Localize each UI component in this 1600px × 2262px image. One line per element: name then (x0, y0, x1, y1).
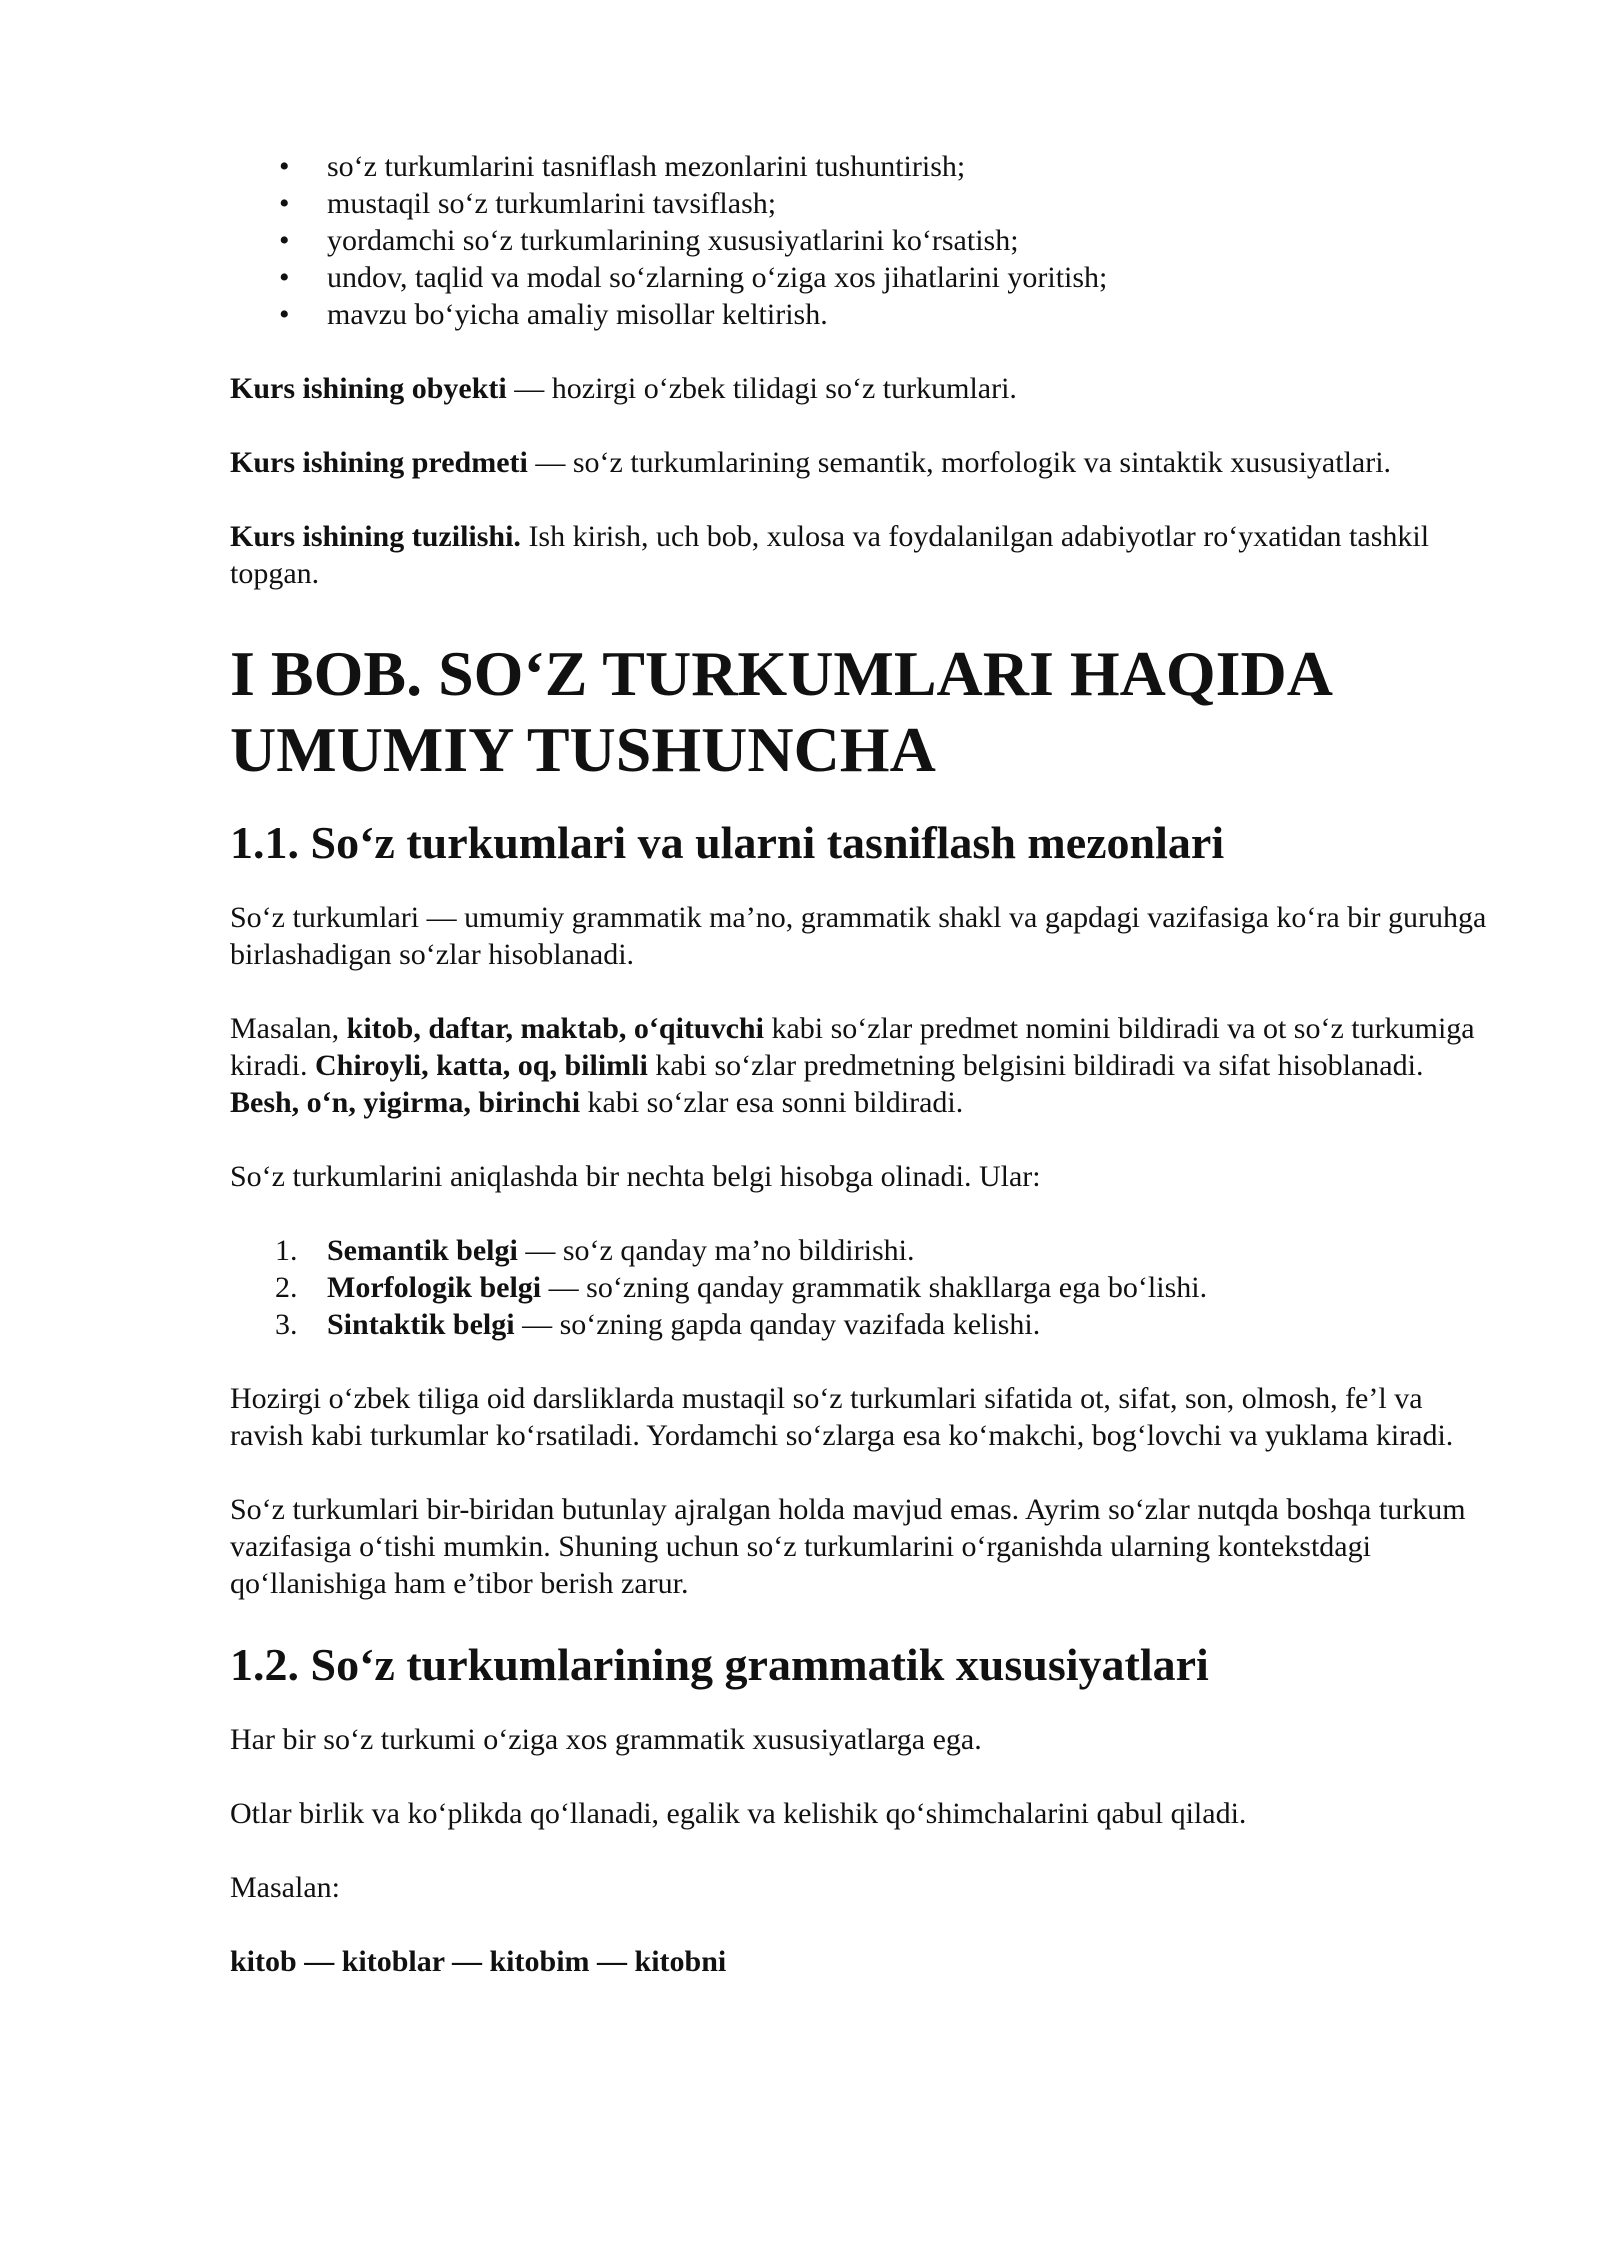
subject-label: Kurs ishining predmeti (230, 446, 528, 479)
text-run: kabi so‘zlar predmetning belgisini bildiradi va sifat hisoblanadi. (647, 1049, 1424, 1082)
structure-paragraph (230, 518, 1490, 592)
goals-list (230, 148, 1490, 333)
signs-list (230, 1232, 1490, 1343)
text-run: kabi so‘zlar predmet nomini bildiradi va ot so‘z turkumiga kiradi. (230, 1012, 1475, 1082)
sign-text: — so‘zning qanday grammatik shakllarga ega bo‘lishi. (541, 1271, 1208, 1304)
object-label: Kurs ishining obyekti (230, 372, 507, 405)
object-text: — hozirgi o‘zbek tilidagi so‘z turkumlari. (506, 372, 1017, 405)
subject-text: — so‘z turkumlarining semantik, morfologik va sintaktik xususiyatlari. (527, 446, 1392, 479)
list-item: • yordamchi so‘z turkumlarining xususiyatlarini ko‘rsatish; (327, 222, 1490, 259)
list-item: • undov, taqlid va modal so‘zlarning o‘ziga xos jihatlarini yoritish; (327, 259, 1490, 296)
sign-label: Morfologik belgi (327, 1271, 542, 1304)
section-1-1-title: 1.1. So‘z turkumlari va ularni tasniflash mezonlari (230, 817, 1225, 868)
bold-run: Chiroyli, katta, oq, bilimli (314, 1049, 648, 1082)
section-1-1-paragraph-2 (230, 1010, 1490, 1121)
section-1-1-paragraph-3: So‘z turkumlarini aniqlashda bir nechta belgi hisobga olinadi. Ular: (230, 1160, 1041, 1193)
section-1-2-paragraph-2: Otlar birlik va ko‘plikda qo‘llanadi, egalik va kelishik qo‘shimchalarini qabul qiladi. (230, 1797, 1247, 1830)
section-1-1-paragraph-1: So‘z turkumlari — umumiy grammatik ma’no, grammatik shakl va gapdagi vazifasiga ko‘ra bir guruhga birlashadigan so‘zlar hisoblanadi. (230, 901, 1487, 971)
document-page (230, 148, 1490, 1980)
sign-label: Semantik belgi (327, 1234, 518, 1267)
section-1-1-paragraph-5: So‘z turkumlari bir-biridan butunlay ajralgan holda mavjud emas. Ayrim so‘zlar nutqda boshqa turkum vazifasiga o‘tishi mumkin. Shuning uchun so‘z turkumlarini o‘rganishda ularning kontekstdagi qo‘llanishiga ham e’tibor berish zarur. (230, 1493, 1466, 1600)
object-paragraph (230, 370, 1490, 407)
list-item: • so‘z turkumlarini tasniflash mezonlarini tushuntirish; (327, 148, 1490, 185)
bold-run: kitob, daftar, maktab, o‘qituvchi (346, 1012, 764, 1045)
subject-paragraph (230, 444, 1490, 481)
chapter-title (230, 636, 1490, 788)
sign-label: Sintaktik belgi (327, 1308, 515, 1341)
section-1-2-title: 1.2. So‘z turkumlarining grammatik xususiyatlari (230, 1639, 1209, 1690)
bold-run: Besh, o‘n, yigirma, birinchi (230, 1086, 581, 1119)
chapter-title-line1: I BOB. SO‘Z TURKUMLARI HAQIDA (230, 638, 1333, 709)
section-1-2-paragraph-1: Har bir so‘z turkumi o‘ziga xos grammatik xususiyatlarga ega. (230, 1723, 982, 1756)
text-run: Masalan, (230, 1012, 347, 1045)
structure-label: Kurs ishining tuzilishi. (230, 520, 521, 553)
list-item (275, 1306, 1490, 1343)
list-item: • mavzu bo‘yicha amaliy misollar keltirish. (327, 296, 1490, 333)
list-number: 2. (275, 1271, 298, 1304)
example-text: kitob — kitoblar — kitobim — kitobni (230, 1945, 727, 1978)
list-item: • mustaqil so‘z turkumlarini tavsiflash; (327, 185, 1490, 222)
structure-text: Ish kirish, uch bob, xulosa va foydalanilgan adabiyotlar ro‘yxatidan tashkil topgan. (230, 520, 1430, 590)
section-1-1-paragraph-4: Hozirgi o‘zbek tiliga oid darsliklarda mustaqil so‘z turkumlari sifatida ot, sifat, son, olmosh, fe’l va ravish kabi turkumlar ko‘rsatiladi. Yordamchi so‘zlarga esa ko‘makchi, bog‘lovchi va yuklama kiradi. (230, 1382, 1454, 1452)
list-item (275, 1232, 1490, 1269)
sign-text: — so‘zning gapda qanday vazifada kelishi. (514, 1308, 1041, 1341)
sign-text: — so‘z qanday ma’no bildirishi. (517, 1234, 915, 1267)
list-number: 1. (275, 1234, 298, 1267)
list-item (275, 1269, 1490, 1306)
chapter-title-line2: UMUMIY TUSHUNCHA (230, 714, 936, 785)
text-run: kabi so‘zlar esa sonni bildiradi. (580, 1086, 964, 1119)
section-1-2-paragraph-3: Masalan: (230, 1871, 340, 1904)
example-paragraph (230, 1943, 1490, 1980)
list-number: 3. (275, 1308, 298, 1341)
